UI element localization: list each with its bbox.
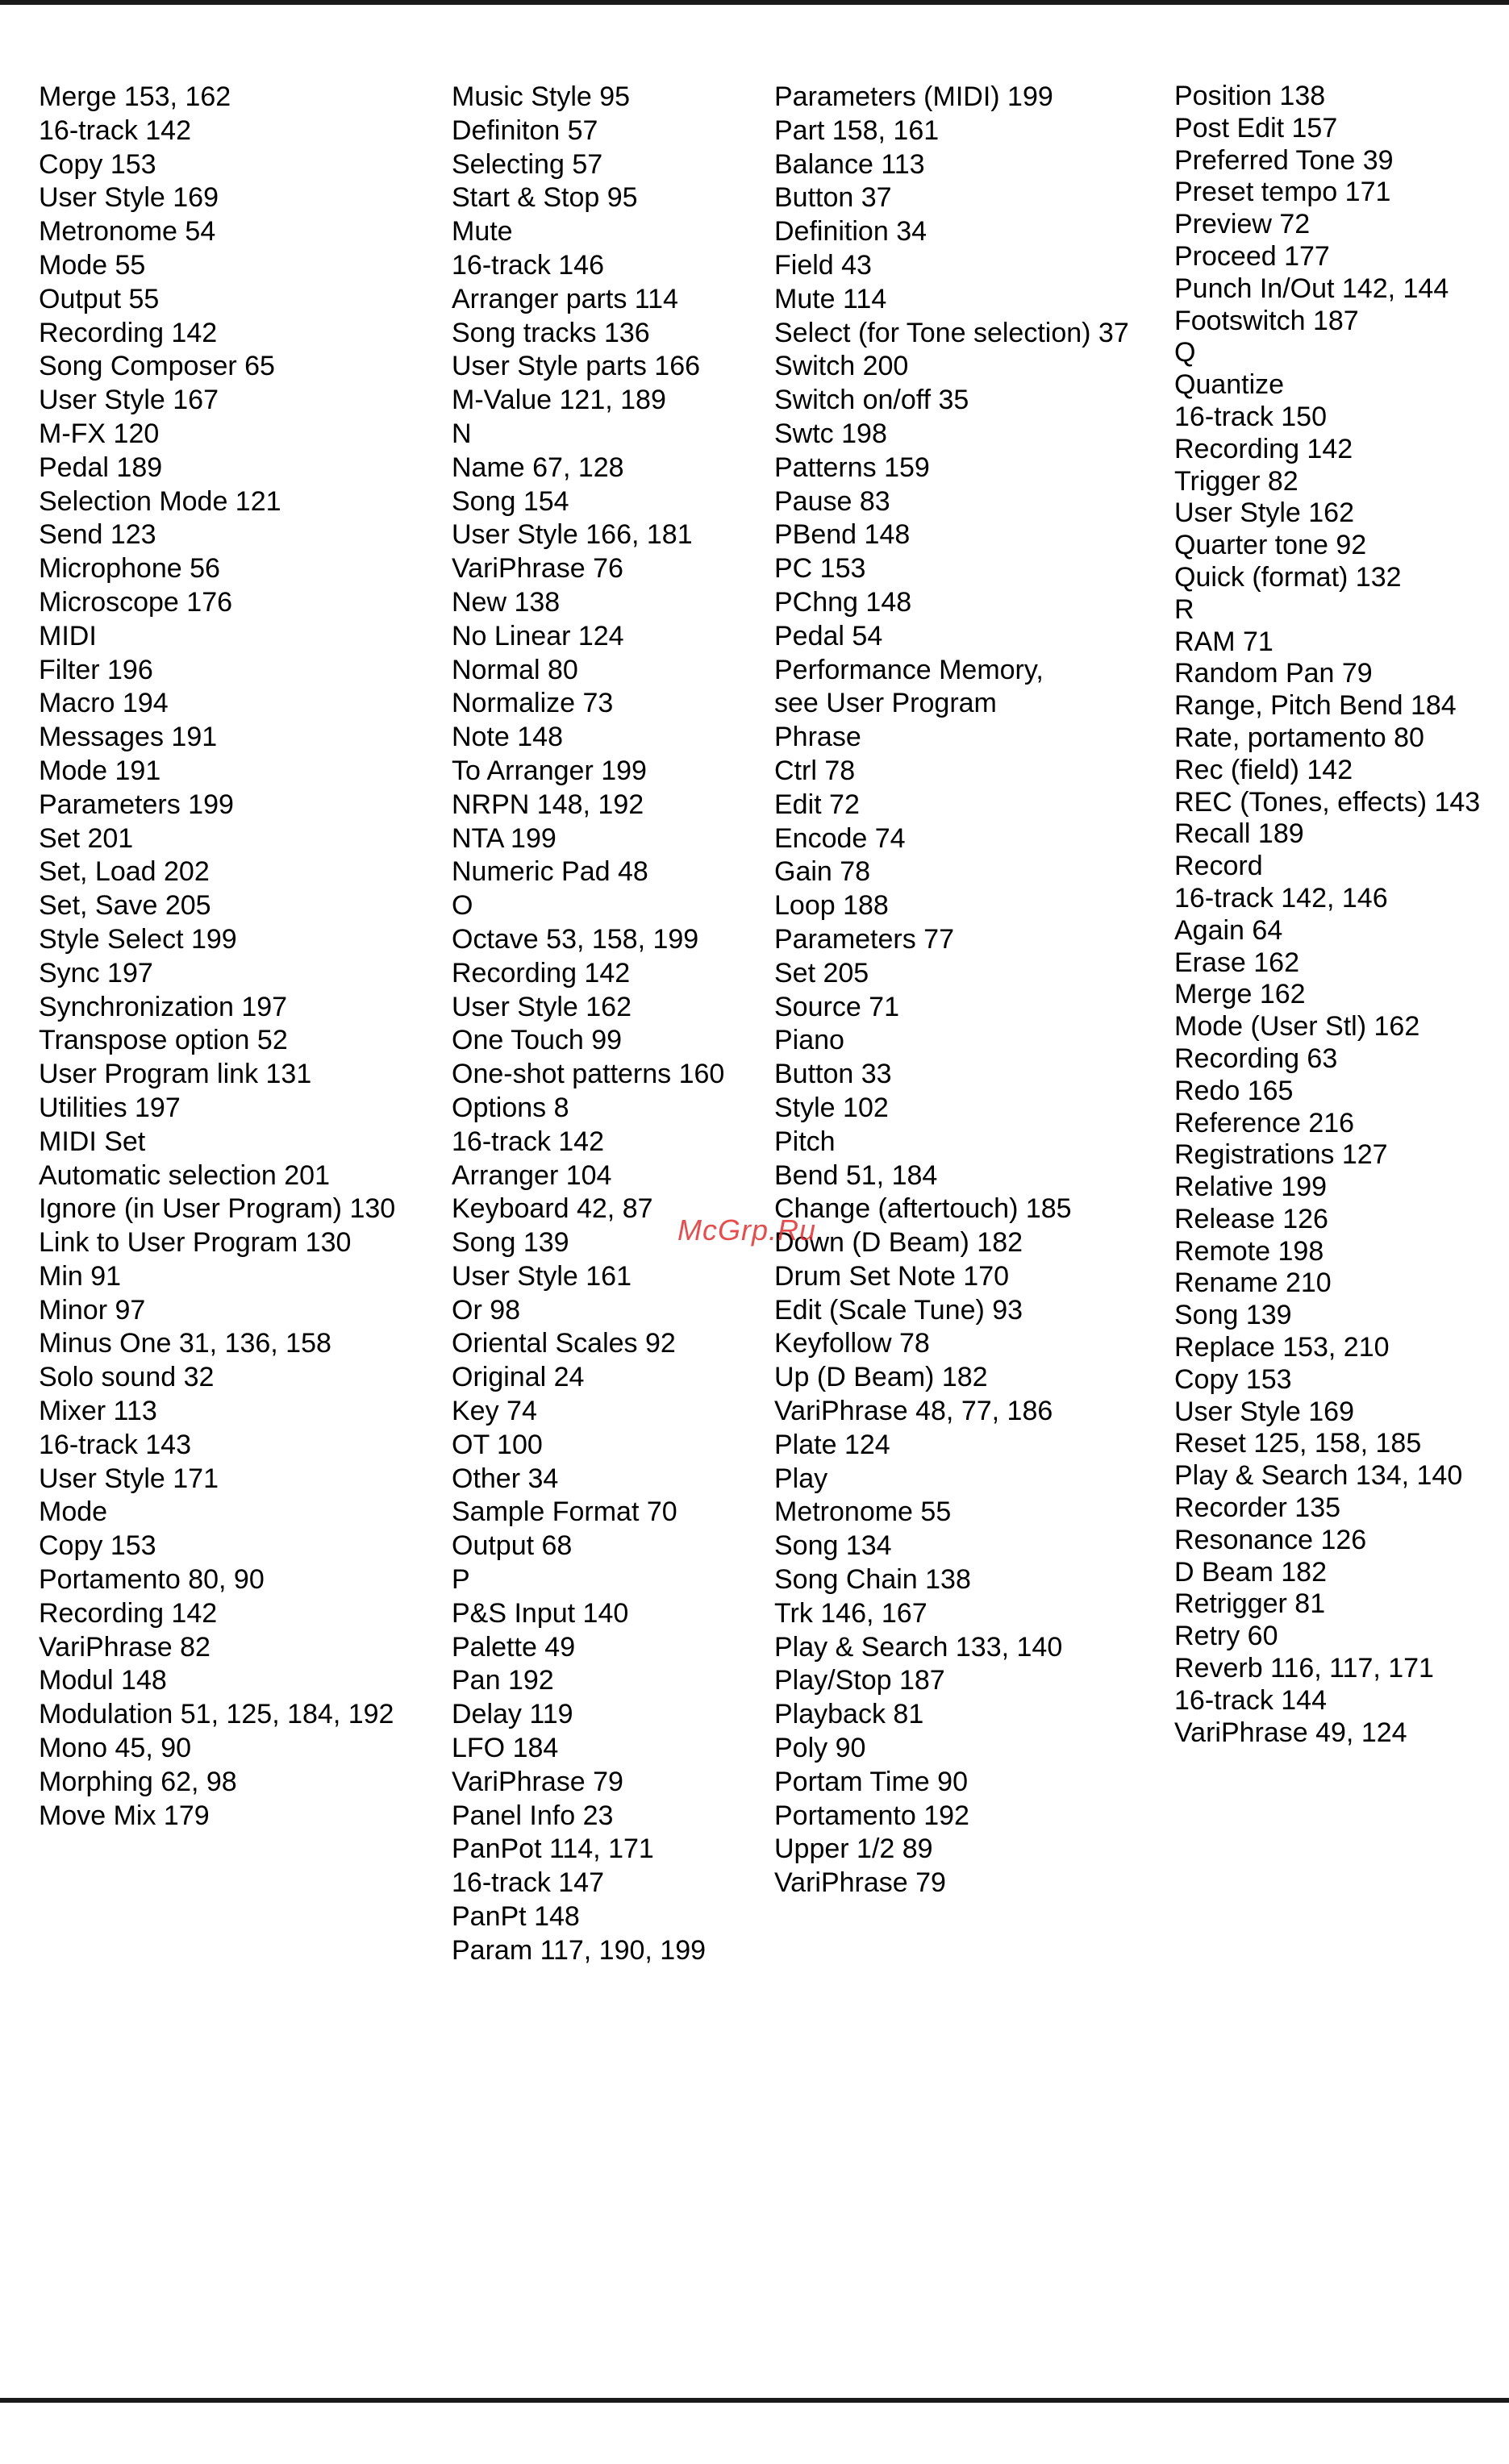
index-entry: Edit (Scale Tune) 93 — [774, 1294, 1023, 1326]
index-entry: Bend 51, 184 — [774, 1159, 938, 1191]
index-entry: Octave 53, 158, 199 — [452, 923, 699, 955]
index-entry: Button 37 — [774, 182, 892, 214]
index-entry: Metronome 54 — [39, 216, 216, 248]
index-entry: D Beam 182 — [1174, 1556, 1327, 1588]
index-entry: Start & Stop 95 — [452, 182, 638, 214]
index-entry: One-shot patterns 160 — [452, 1059, 725, 1090]
index-entry: Balance 113 — [774, 148, 925, 180]
index-column-1 — [39, 81, 395, 1833]
index-entry: Oriental Scales 92 — [452, 1328, 676, 1359]
index-entry: Release 126 — [1174, 1203, 1328, 1234]
index-entry: Recording 142 — [39, 317, 218, 348]
index-entry: Output 68 — [452, 1530, 573, 1562]
index-column-4 — [1174, 81, 1480, 1749]
index-entry: Utilities 197 — [39, 1092, 181, 1123]
index-entry: User Style 162 — [1174, 497, 1354, 529]
index-entry: Mode 55 — [39, 249, 146, 281]
index-entry: Filter 196 — [39, 654, 153, 685]
index-entry: Key 74 — [452, 1396, 537, 1427]
index-entry: Other 34 — [452, 1463, 559, 1494]
index-entry: PChng 148 — [774, 586, 912, 618]
index-entry: Punch In/Out 142, 144 — [1174, 273, 1449, 304]
index-entry: Poly 90 — [774, 1733, 866, 1764]
index-entry: Switch on/off 35 — [774, 385, 969, 416]
index-entry: Set, Save 205 — [39, 890, 211, 922]
index-entry: M-Value 121, 189 — [452, 385, 666, 416]
index-entry: Song 134 — [774, 1530, 892, 1562]
index-entry: Sample Format 70 — [452, 1496, 677, 1528]
index-entry: 16-track 142 — [39, 114, 191, 146]
index-entry: 16-track 146 — [452, 249, 604, 281]
index-entry: Trigger 82 — [1174, 465, 1298, 497]
index-entry: Move Mix 179 — [39, 1800, 210, 1831]
index-entry: Play & Search 134, 140 — [1174, 1460, 1463, 1492]
index-entry: Output 55 — [39, 283, 160, 314]
index-entry: Preset tempo 171 — [1174, 177, 1391, 208]
index-entry: Up (D Beam) 182 — [774, 1362, 988, 1393]
watermark: McGrp.Ru — [677, 1213, 817, 1247]
index-entry: Recall 189 — [1174, 818, 1304, 850]
index-entry: VariPhrase 82 — [39, 1631, 211, 1663]
index-entry: Playback 81 — [774, 1699, 924, 1730]
index-entry: Transpose option 52 — [39, 1025, 288, 1056]
index-entry: Selection Mode 121 — [39, 485, 281, 517]
index-entry: Set 205 — [774, 957, 869, 989]
index-entry: Pedal 54 — [774, 620, 883, 651]
index-entry: Position 138 — [1174, 81, 1326, 111]
index-entry: Merge 162 — [1174, 979, 1306, 1010]
index-entry: Rec (field) 142 — [1174, 754, 1353, 785]
index-entry: Record — [1174, 851, 1263, 882]
index-entry: 16-track 147 — [452, 1867, 604, 1899]
index-entry: Modul 148 — [39, 1665, 167, 1696]
index-entry: User Style 169 — [1174, 1396, 1354, 1427]
index-entry: Microphone 56 — [39, 553, 220, 585]
index-entry: Part 158, 161 — [774, 114, 940, 146]
index-entry: Phrase — [774, 722, 861, 753]
index-entry: Ctrl 78 — [774, 755, 856, 786]
index-entry: Source 71 — [774, 991, 899, 1022]
index-entry: Solo sound 32 — [39, 1362, 215, 1393]
index-entry: see User Program — [774, 688, 997, 719]
index-entry: Post Edit 157 — [1174, 112, 1338, 144]
index-entry: Retrigger 81 — [1174, 1588, 1326, 1620]
index-entry: Gain 78 — [774, 856, 871, 888]
index-entry: Erase 162 — [1174, 947, 1299, 978]
index-entry: No Linear 124 — [452, 620, 624, 651]
index-entry: Mode (User Stl) 162 — [1174, 1011, 1420, 1043]
index-entry: Copy 153 — [39, 1530, 156, 1562]
index-entry: Arranger 104 — [452, 1159, 612, 1191]
index-entry: Keyfollow 78 — [774, 1328, 930, 1359]
index-entry: Modulation 51, 125, 184, 192 — [39, 1699, 394, 1730]
index-entry: Portamento 192 — [774, 1800, 969, 1831]
index-entry: User Style 169 — [39, 182, 219, 214]
index-entry: Pedal 189 — [39, 452, 163, 483]
index-entry: Arranger parts 114 — [452, 283, 678, 314]
index-entry: Min 91 — [39, 1260, 122, 1292]
index-entry: Macro 194 — [39, 688, 169, 719]
bottom-rule — [0, 2398, 1509, 2403]
index-entry: Panel Info 23 — [452, 1800, 614, 1831]
index-entry: MIDI Set — [39, 1126, 146, 1157]
index-entry: Piano — [774, 1025, 844, 1056]
index-entry: Metronome 55 — [774, 1496, 952, 1528]
index-entry: Numeric Pad 48 — [452, 856, 648, 888]
index-entry: Q — [1174, 337, 1196, 368]
index-entry: Normalize 73 — [452, 688, 614, 719]
index-entry: Set, Load 202 — [39, 856, 210, 888]
index-entry: Parameters 199 — [39, 789, 234, 820]
index-entry: Redo 165 — [1174, 1075, 1294, 1106]
index-column-2 — [452, 81, 724, 1968]
index-entry: Param 117, 190, 199 — [452, 1934, 707, 1966]
index-entry: Loop 188 — [774, 890, 889, 922]
index-column-3 — [774, 81, 1129, 1900]
index-entry: Merge 153, 162 — [39, 81, 231, 112]
index-entry: 16-track 142, 146 — [1174, 882, 1388, 914]
index-entry: VariPhrase 48, 77, 186 — [774, 1396, 1053, 1427]
index-entry: Definition 34 — [774, 216, 927, 248]
index-entry: Song 139 — [452, 1227, 569, 1259]
index-entry: N — [452, 418, 472, 449]
index-entry: Microscope 176 — [39, 586, 233, 618]
index-entry: New 138 — [452, 586, 561, 618]
index-entry: Performance Memory, — [774, 654, 1044, 685]
index-entry: Mute 114 — [774, 283, 887, 314]
index-entry: Pitch — [774, 1126, 836, 1157]
index-entry: VariPhrase 79 — [452, 1766, 623, 1797]
index-entry: PanPot 114, 171 — [452, 1833, 654, 1865]
index-entry: Retry 60 — [1174, 1621, 1278, 1652]
index-entry: Field 43 — [774, 249, 872, 281]
index-entry: Selecting 57 — [452, 148, 603, 180]
index-entry: Minor 97 — [39, 1294, 146, 1326]
index-entry: Definiton 57 — [452, 114, 598, 146]
index-entry: Copy 153 — [1174, 1363, 1292, 1395]
index-entry: M-FX 120 — [39, 418, 160, 449]
index-entry: Mono 45, 90 — [39, 1733, 192, 1764]
index-entry: Footswitch 187 — [1174, 305, 1359, 336]
index-entry: Remote 198 — [1174, 1235, 1324, 1267]
index-entry: Rename 210 — [1174, 1267, 1332, 1299]
index-entry: Portam Time 90 — [774, 1766, 968, 1797]
index-entry: Normal 80 — [452, 654, 578, 685]
index-entry: Quick (format) 132 — [1174, 561, 1402, 593]
index-entry: Edit 72 — [774, 789, 860, 820]
index-entry: Reset 125, 158, 185 — [1174, 1428, 1422, 1459]
index-entry: Mixer 113 — [39, 1396, 157, 1427]
index-entry: Automatic selection 201 — [39, 1159, 330, 1191]
index-entry: Mute — [452, 216, 513, 248]
index-entry: Reference 216 — [1174, 1107, 1355, 1138]
index-entry: User Style 166, 181 — [452, 519, 693, 551]
index-entry: Ignore (in User Program) 130 — [39, 1193, 396, 1225]
index-entry: Drum Set Note 170 — [774, 1260, 1010, 1292]
index-entry: User Program link 131 — [39, 1059, 312, 1090]
index-entry: Song 139 — [1174, 1300, 1292, 1331]
index-entry: 16-track 144 — [1174, 1684, 1327, 1716]
index-entry: Pause 83 — [774, 485, 890, 517]
index-entry: 16-track 143 — [39, 1429, 191, 1460]
index-entry: User Style 171 — [39, 1463, 219, 1494]
index-entry: NRPN 148, 192 — [452, 789, 644, 820]
index-entry: Music Style 95 — [452, 81, 631, 112]
top-rule — [0, 0, 1509, 5]
index-entry: VariPhrase 79 — [774, 1867, 946, 1899]
index-entry: Parameters (MIDI) 199 — [774, 81, 1053, 112]
index-entry: 16-track 150 — [1174, 401, 1327, 432]
index-entry: User Style 162 — [452, 991, 632, 1022]
index-entry: Keyboard 42, 87 — [452, 1193, 653, 1225]
index-entry: Style Select 199 — [39, 923, 237, 955]
index-entry: Send 123 — [39, 519, 156, 551]
index-entry: Original 24 — [452, 1362, 585, 1393]
index-entry: Swtc 198 — [774, 418, 887, 449]
index-entry: Change (aftertouch) 185 — [774, 1193, 1072, 1225]
index-entry: Note 148 — [452, 722, 563, 753]
index-entry: Mode — [39, 1496, 108, 1528]
index-entry: User Style 161 — [452, 1260, 632, 1292]
index-entry: Synchronization 197 — [39, 991, 288, 1022]
index-entry: PanPt 148 — [452, 1901, 580, 1933]
index-entry: Down (D Beam) 182 — [774, 1227, 1023, 1259]
index-entry: MIDI — [39, 620, 97, 651]
index-entry: Rate, portamento 80 — [1174, 722, 1424, 753]
index-entry: Range, Pitch Bend 184 — [1174, 690, 1457, 722]
index-entry: Song tracks 136 — [452, 317, 650, 348]
index-entry: Resonance 126 — [1174, 1524, 1367, 1555]
index-entry: Delay 119 — [452, 1699, 573, 1730]
index-entry: NTA 199 — [452, 822, 556, 854]
index-entry: Pan 192 — [452, 1665, 554, 1696]
index-entry: Preferred Tone 39 — [1174, 144, 1394, 176]
index-entry: Or 98 — [452, 1294, 521, 1326]
index-entry: Recorder 135 — [1174, 1492, 1341, 1524]
index-entry: RAM 71 — [1174, 626, 1273, 657]
index-entry: Portamento 80, 90 — [39, 1564, 265, 1596]
index-entry: Relative 199 — [1174, 1172, 1328, 1203]
index-entry: Recording 63 — [1174, 1043, 1338, 1074]
index-entry: Play/Stop 187 — [774, 1665, 945, 1696]
index-entry: Options 8 — [452, 1092, 569, 1123]
index-entry: User Style 167 — [39, 385, 219, 416]
index-entry: Recording 142 — [1174, 433, 1353, 464]
index-entry: 16-track 142 — [452, 1126, 604, 1157]
index-entry: Again 64 — [1174, 914, 1283, 946]
index-entry: Sync 197 — [39, 957, 153, 989]
index-entry: Recording 142 — [39, 1597, 218, 1629]
index-entry: Minus One 31, 136, 158 — [39, 1328, 331, 1359]
index-entry: Switch 200 — [774, 351, 909, 382]
index-entry: VariPhrase 49, 124 — [1174, 1717, 1407, 1748]
index-entry: Copy 153 — [39, 148, 156, 180]
index-entry: Set 201 — [39, 822, 134, 854]
index-entry: Style 102 — [774, 1092, 889, 1123]
index-entry: REC (Tones, effects) 143 — [1174, 786, 1481, 818]
index-entry: Play — [774, 1463, 828, 1494]
index-entry: To Arranger 199 — [452, 755, 647, 786]
index-entry: LFO 184 — [452, 1733, 559, 1764]
index-entry: Reverb 116, 117, 171 — [1174, 1653, 1434, 1684]
index-entry: R — [1174, 593, 1194, 625]
index-entry: Registrations 127 — [1174, 1139, 1388, 1171]
index-entry: P&S Input 140 — [452, 1597, 629, 1629]
index-entry: O — [452, 890, 473, 922]
index-entry: User Style parts 166 — [452, 351, 701, 382]
index-entry: Messages 191 — [39, 722, 218, 753]
index-entry: Quarter tone 92 — [1174, 530, 1367, 561]
index-entry: Replace 153, 210 — [1174, 1332, 1390, 1363]
index-entry: Plate 124 — [774, 1429, 890, 1460]
index-entry: PC 153 — [774, 553, 866, 585]
index-entry: PBend 148 — [774, 519, 911, 551]
index-entry: Link to User Program 130 — [39, 1227, 352, 1259]
index-entry: OT 100 — [452, 1429, 543, 1460]
index-entry: Quantize — [1174, 369, 1285, 401]
index-entry: Parameters 77 — [774, 923, 954, 955]
index-entry: Patterns 159 — [774, 452, 930, 483]
index-entry: Preview 72 — [1174, 209, 1311, 240]
index-entry: Encode 74 — [774, 822, 906, 854]
index-entry: Recording 142 — [452, 957, 631, 989]
index-entry: One Touch 99 — [452, 1025, 623, 1056]
index-entry: Select (for Tone selection) 37 — [774, 317, 1129, 348]
index-entry: Button 33 — [774, 1059, 892, 1090]
index-entry: P — [452, 1564, 470, 1596]
index-entry: Random Pan 79 — [1174, 658, 1373, 689]
index-entry: VariPhrase 76 — [452, 553, 623, 585]
index-entry: Proceed 177 — [1174, 240, 1330, 272]
index-entry: Trk 146, 167 — [774, 1597, 927, 1629]
index-entry: Morphing 62, 98 — [39, 1766, 237, 1797]
index-entry: Song Composer 65 — [39, 351, 275, 382]
index-entry: Song 154 — [452, 485, 569, 517]
index-entry: Palette 49 — [452, 1631, 576, 1663]
index-entry: Play & Search 133, 140 — [774, 1631, 1063, 1663]
index-entry: Name 67, 128 — [452, 452, 624, 483]
index-entry: Upper 1/2 89 — [774, 1833, 933, 1865]
index-entry: Song Chain 138 — [774, 1564, 971, 1596]
index-entry: Mode 191 — [39, 755, 161, 786]
